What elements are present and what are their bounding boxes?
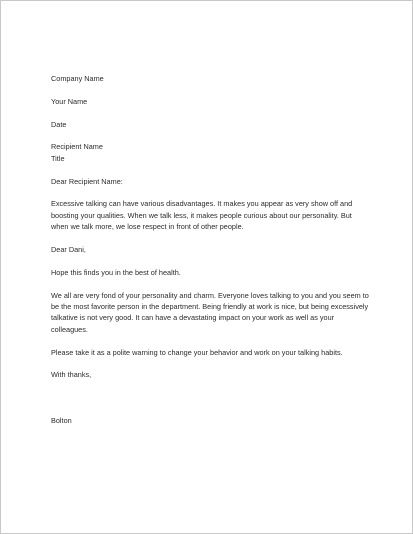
signature-space	[51, 381, 369, 415]
spacer	[51, 187, 369, 198]
spacer	[51, 255, 369, 266]
signature-name: Bolton	[51, 415, 72, 425]
recipient-name: Recipient Name	[51, 142, 103, 152]
company-name: Company Name	[51, 74, 104, 83]
spacer	[51, 84, 369, 95]
spacer	[51, 107, 369, 118]
body-paragraph: We all are very fond of your personality and charm. Everyone loves talking to you and you seem to be the most favorite person in the department. Being friendly at work is nice, but being excessively talkative is not very good. It can have a devastating impact on your work as well as your colleagues.	[51, 290, 369, 334]
spacer	[51, 335, 369, 346]
closing-line: With thanks,	[51, 370, 92, 380]
letter-date: Date	[51, 119, 67, 129]
spacer	[51, 164, 369, 175]
sender-name: Your Name	[51, 96, 88, 106]
intro-paragraph: Excessive talking can have various disadvantages. It makes you appear as very show off and boosting your qualities. When we talk less, it makes people curious about our personality. But when we talk more, we lose respect in front of other people.	[51, 199, 353, 232]
greeting-line: Hope this finds you in the best of health.	[51, 267, 181, 277]
spacer	[51, 278, 369, 289]
salutation-recipient: Dear Recipient Name:	[51, 176, 123, 186]
spacer	[51, 233, 369, 244]
request-line: Please take it as a polite warning to change your behavior and work on your talking habits.	[51, 347, 343, 357]
recipient-title: Title	[51, 153, 65, 163]
spacer	[51, 130, 369, 141]
spacer	[51, 358, 369, 369]
letter-body	[51, 73, 369, 426]
salutation-dani: Dear Dani,	[51, 245, 86, 254]
